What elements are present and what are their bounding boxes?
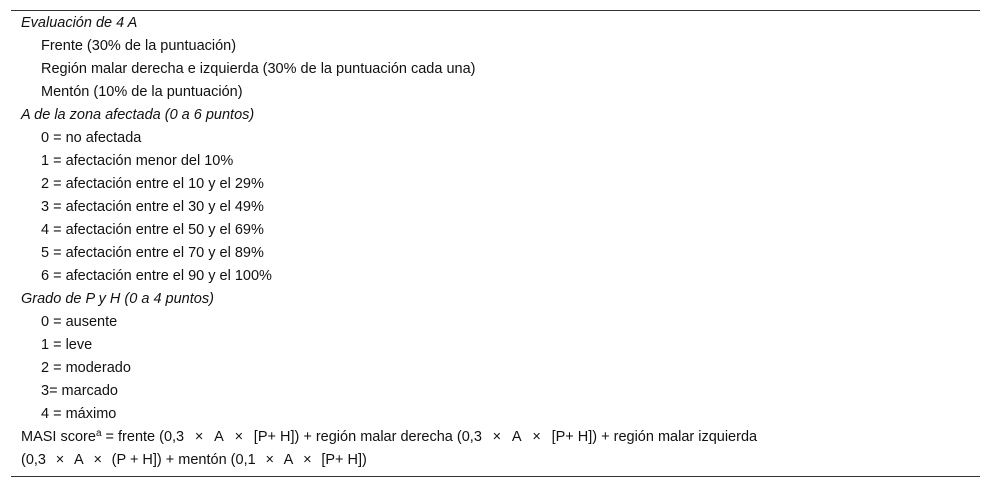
- list-item: 5 = afectación entre el 70 y el 89%: [41, 245, 264, 261]
- footnote-marker: a: [95, 428, 102, 439]
- section-heading: Evaluación de 4 A: [21, 15, 138, 31]
- list-item: 0 = no afectada: [41, 130, 142, 146]
- section-heading: Grado de P y H (0 a 4 puntos): [21, 291, 214, 307]
- formula-variable: A: [511, 429, 522, 445]
- list-item: 1 = leve: [41, 337, 93, 353]
- formula-text: = frente (0,3: [101, 429, 185, 445]
- formula-variable: A: [283, 452, 294, 468]
- masi-formula-line-1: [21, 426, 757, 449]
- list-item: 1 = afectación menor del 10%: [41, 153, 234, 169]
- formula-text: [P+ H]): [551, 429, 598, 445]
- list-item: 2 = moderado: [41, 360, 131, 376]
- list-item: Región malar derecha e izquierda (30% de la puntuación cada una): [41, 61, 476, 77]
- multiply-symbol: ×: [303, 452, 312, 468]
- list-item: Frente (30% de la puntuación): [41, 38, 237, 54]
- formula-text: [P+ H]): [321, 452, 367, 468]
- formula-variable: A: [214, 429, 224, 445]
- list-item: 2 = afectación entre el 10 y el 29%: [41, 176, 264, 192]
- multiply-symbol: ×: [194, 429, 204, 445]
- section-heading: A de la zona afectada (0 a 6 puntos): [21, 107, 255, 123]
- masi-formula-line-2: [21, 449, 367, 472]
- multiply-symbol: ×: [492, 429, 502, 445]
- formula-text: (0,3: [21, 452, 46, 468]
- multiply-symbol: ×: [265, 452, 274, 468]
- list-item: 3= marcado: [41, 383, 118, 399]
- list-item: 6 = afectación entre el 90 y el 100%: [41, 268, 272, 284]
- formula-label: MASI score: [21, 429, 96, 445]
- multiply-symbol: ×: [55, 452, 65, 468]
- multiply-symbol: ×: [234, 429, 244, 445]
- masi-table: [11, 10, 980, 477]
- formula-variable: A: [74, 452, 84, 468]
- list-item: 4 = afectación entre el 50 y el 69%: [41, 222, 264, 238]
- multiply-symbol: ×: [532, 429, 541, 445]
- list-item: Mentón (10% de la puntuación): [41, 84, 243, 100]
- formula-text: [P+ H]): [253, 429, 300, 445]
- formula-text: + región malar derecha (0,3: [299, 429, 482, 445]
- list-item: 4 = máximo: [41, 406, 117, 422]
- formula-text: + mentón (0,1: [161, 452, 256, 468]
- multiply-symbol: ×: [93, 452, 102, 468]
- formula-text: + región malar izquierda: [597, 429, 758, 445]
- list-item: 0 = ausente: [41, 314, 118, 330]
- list-item: 3 = afectación entre el 30 y el 49%: [41, 199, 264, 215]
- formula-text: (P + H]): [111, 452, 162, 468]
